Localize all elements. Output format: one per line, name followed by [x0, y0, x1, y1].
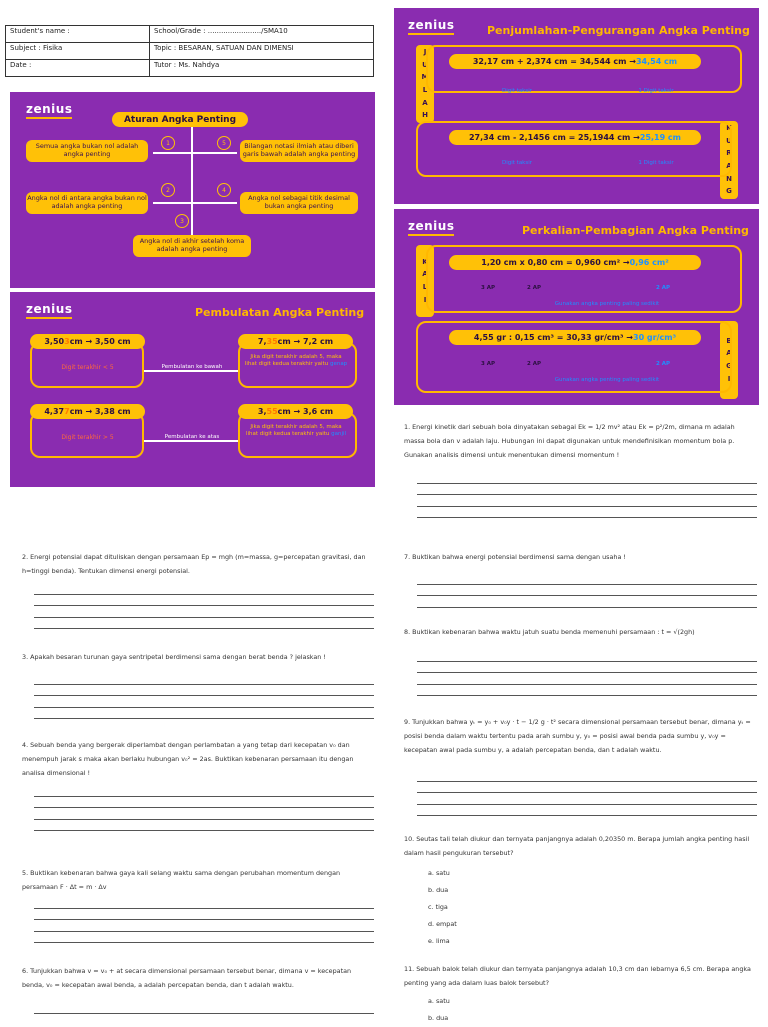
question-3: 3. Apakah besaran turunan gaya sentripetal berdimensi sama dengan berat benda ? jelaskan ! — [22, 653, 326, 661]
option[interactable]: b. dua — [428, 886, 449, 894]
rule-1: Semua angka bukan nol adalah angka penting — [26, 140, 148, 162]
option[interactable]: c. tiga — [428, 903, 448, 911]
round-up-label: Pembulatan ke atas — [154, 434, 230, 440]
school-grade-field: School/Grade : ......................../SMA10 — [150, 26, 374, 43]
example-1: 3,50 3 cm → 3,50 cm — [30, 334, 145, 349]
question-5: 5. Buktikan kebenaran bahwa gaya kali selang waktu sama dengan perubahan momentum dengan persamaan F · Δt = m · Δv — [22, 869, 341, 891]
question-1: 1. Energi kinetik dari sebuah bola dinyatakan sebagai Ek = 1/2 mv² atau Ek = p²/2m, dimana m adalah massa bola dan v adalah laju. Hubungan ini dapat digunakan untuk mendefinisikan momentum bola p. Gunakan analisis dimensi untuk menentukan dimensi momentum ! — [404, 423, 735, 459]
question-4: 4. Sebuah benda yang bergerak diperlambat dengan perlambatan a yang tetap dari kecepatan v₀ dan menempuh jarak s maka akan berlaku hubungan v₀² = 2as. Buktikan kebenaran persamaan itu dengan analisa dimensional ! — [22, 741, 354, 777]
digit-taksir-label: Digit taksir — [501, 88, 533, 94]
rule-number: 2 — [161, 183, 175, 197]
options-q10 — [428, 865, 457, 950]
ap-label: 3 AP — [480, 361, 496, 367]
perkalian-title: Perkalian-Pembagian Angka Penting — [522, 224, 749, 237]
answer-lines[interactable] — [34, 785, 374, 831]
answer-lines[interactable] — [417, 770, 757, 816]
question-9: 9. Tunjukkan bahwa yₜ = y₀ + v₀y · t − 1/2 g · t² secara dimensional persamaan tersebut benar, dimana yₜ = posisi benda dalam waktu tertentu pada arah sumbu y, y₀ = posisi awal benda pada sumbu y, v₀y = kecepatan awal pada sumbu y, a adalah percepatan benda, dan t adalah waktu. — [404, 718, 751, 754]
one-digit-taksir-label: 1 Digit taksir — [638, 160, 674, 166]
example-2: 7, 35 cm → 7,2 cm — [238, 334, 353, 349]
penjumlahan-title: Penjumlahan-Pengurangan Angka Penting — [487, 24, 750, 37]
option[interactable]: a. satu — [428, 997, 450, 1005]
rule-5: Angka nol di akhir setelah koma adalah angka penting — [133, 235, 251, 257]
example-3: 4,37 7 cm → 3,38 cm — [30, 404, 145, 419]
fewest-ap-note: Gunakan angka penting paling sedikit — [554, 301, 660, 307]
option[interactable]: b. dua — [428, 1014, 449, 1022]
perkalian-panel — [394, 209, 759, 405]
logo-underline — [26, 317, 72, 319]
option[interactable]: d. empat — [428, 920, 457, 928]
ap-label: 2 AP — [655, 285, 671, 291]
round-down-label: Pembulatan ke bawah — [150, 364, 234, 370]
answer-lines[interactable] — [417, 573, 757, 608]
rule-number: 1 — [161, 136, 175, 150]
rule-4: Angka nol sebagai titik desimal bukan angka penting — [240, 192, 358, 214]
tree-branch-2 — [153, 202, 237, 204]
option[interactable]: e. lima — [428, 937, 450, 945]
logo-underline — [408, 33, 454, 35]
logo-underline — [26, 117, 72, 119]
question-2: 2. Energi potensial dapat dituliskan dengan persamaan Ep = mgh (m=massa, g=percepatan gravitasi, dan h=tinggi benda). Tentukan dimensi energi potensial. — [22, 553, 366, 575]
fewest-ap-note: Gunakan angka penting paling sedikit — [554, 377, 660, 383]
question-10: 10. Seutas tali telah diukur dan ternyata panjangnya adalah 0,20350 m. Berapa jumlah angka penting hasil dalam hasil pengukuran tersebut? — [404, 835, 750, 857]
student-name-field: Student's name : — [6, 26, 150, 43]
connector — [144, 440, 238, 442]
tree-branch-1 — [153, 152, 237, 154]
side-jumlah: J U M L A H — [416, 45, 434, 123]
rule-number: 5 — [217, 136, 231, 150]
example-4: 3, 55 cm → 3,6 cm — [238, 404, 353, 419]
one-digit-taksir-label: 1 Digit taksir — [638, 88, 674, 94]
answer-lines[interactable] — [34, 1002, 374, 1014]
answer-lines[interactable] — [417, 472, 757, 518]
ap-label: 2 AP — [526, 361, 542, 367]
answer-lines[interactable] — [34, 897, 374, 943]
question-8: 8. Buktikan kebenaran bahwa waktu jatuh suatu benda memenuhi persamaan : t = √(2gh) — [404, 628, 695, 636]
sum-box — [426, 45, 742, 93]
sub-equation: 27,34 cm - 2,1456 cm = 25,1944 cm → 25,19 cm — [449, 130, 701, 145]
side-bagi: B A G I — [720, 321, 738, 399]
pembulatan-title: Pembulatan Angka Penting — [195, 306, 365, 319]
option[interactable]: a. satu — [428, 869, 450, 877]
note-even: Jika digit terakhir adalah 5, maka lihat digit kedua terakhir yaitu genap — [244, 354, 348, 368]
sum-equation: 32,17 cm + 2,374 cm = 34,544 cm → 34,54 cm — [449, 54, 701, 69]
mul-equation: 1,20 cm x 0,80 cm = 0,960 cm² → 0,96 cm² — [449, 255, 701, 270]
zenius-logo: zenius — [408, 18, 455, 32]
options-q11 — [428, 993, 450, 1027]
question-6: 6. Tunjukkan bahwa v = v₀ + at secara dimensional persamaan tersebut benar, dimana v = kecepatan benda, v₀ = kecepatan awal benda, a adalah percepatan benda, dan t adalah waktu. — [22, 967, 352, 989]
tree-trunk — [191, 127, 193, 247]
ap-label: 3 AP — [480, 285, 496, 291]
div-equation: 4,55 gr : 0,15 cm³ = 30,33 gr/cm³ → 30 gr/cm³ — [449, 330, 701, 345]
logo-underline — [408, 234, 454, 236]
aturan-panel — [10, 92, 375, 288]
question-11: 11. Sebuah balok telah diukur dan ternyata panjangnya adalah 10,3 cm dan lebarnya 6,5 cm. Berapa angka penting yang ada dalam luas balok tersebut? — [404, 965, 751, 987]
answer-lines[interactable] — [34, 673, 374, 719]
subject-field: Subject : Fisika — [6, 43, 150, 60]
aturan-title: Aturan Angka Penting — [112, 112, 248, 127]
connector — [144, 370, 238, 372]
tutor-field: Tutor : Ms. Nahdya — [150, 60, 374, 77]
rule-3: Angka nol di antara angka bukan nol adalah angka penting — [26, 192, 148, 214]
answer-lines[interactable] — [34, 583, 374, 629]
penjumlahan-panel — [394, 8, 759, 204]
date-field: Date : — [6, 60, 150, 77]
digit-less-label: Digit terakhir < 5 — [61, 364, 114, 371]
side-kali: K A L I — [416, 245, 434, 317]
header-table — [5, 25, 374, 77]
answer-lines[interactable] — [417, 650, 757, 696]
note-odd: Jika digit terakhir adalah 5, maka lihat digit kedua terakhir yaitu ganjil — [245, 424, 347, 438]
zenius-logo: zenius — [408, 219, 455, 233]
side-kurang: K U R A N G — [720, 121, 738, 199]
topic-field: Topic : BESARAN, SATUAN DAN DIMENSI — [150, 43, 374, 60]
rule-number: 3 — [175, 214, 189, 228]
ap-label: 2 AP — [655, 361, 671, 367]
pembulatan-panel — [10, 292, 375, 487]
question-7: 7. Buktikan bahwa energi potensial berdimensi sama dengan usaha ! — [404, 553, 626, 561]
rule-number: 4 — [217, 183, 231, 197]
zenius-logo: zenius — [26, 302, 73, 316]
digit-more-label: Digit terakhir > 5 — [61, 434, 114, 441]
digit-taksir-label: Digit taksir — [501, 160, 533, 166]
rule-2: Bilangan notasi ilmiah atau diberi garis bawah adalah angka penting — [240, 140, 358, 162]
zenius-logo: zenius — [26, 102, 73, 116]
ap-label: 2 AP — [526, 285, 542, 291]
